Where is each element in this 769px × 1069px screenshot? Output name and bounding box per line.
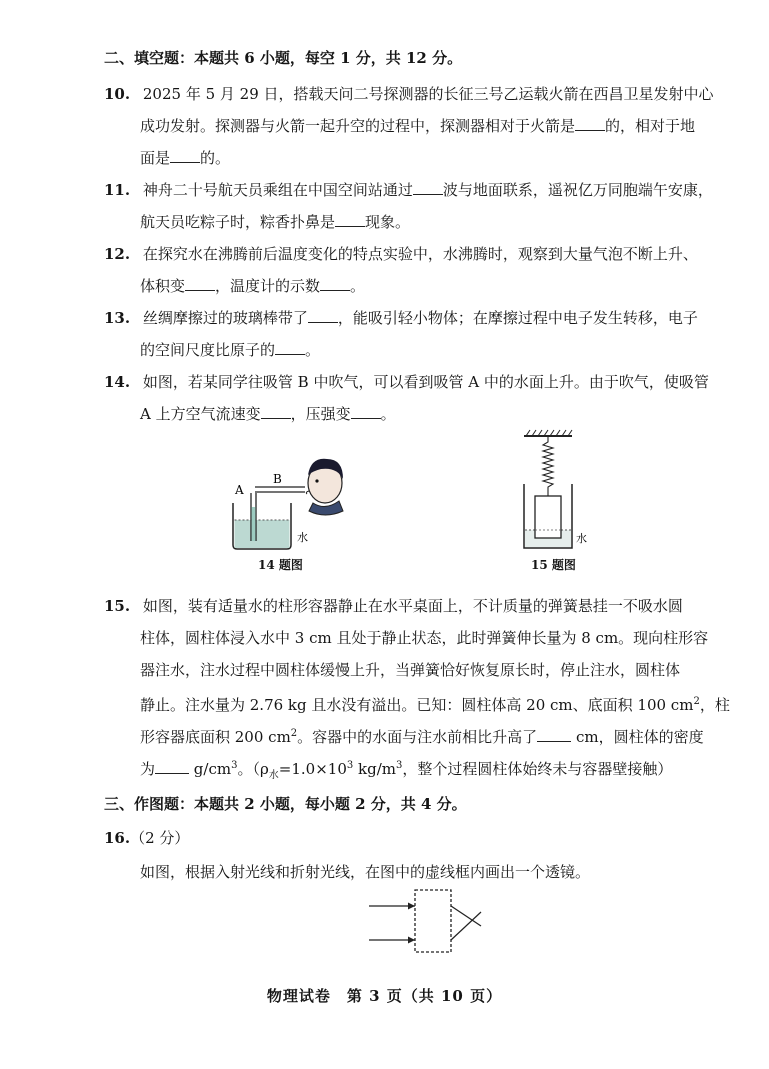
- label-b: B: [273, 472, 282, 486]
- question-15: 15. 如图，装有适量水的柱形容器静止在水平桌面上，不计质量的弹簧悬挂一不吸水圆: [104, 597, 683, 615]
- answer-blank[interactable]: [155, 759, 189, 774]
- section-3-title: 三、作图题：本题共 2 小题，每小题 2 分，共 4 分。: [104, 795, 467, 813]
- question-number: 10.: [104, 85, 131, 103]
- question-13: 13. 丝绸摩擦过的玻璃棒带了 ，能吸引轻小物体；在摩擦过程中电子发生转移，电子: [104, 309, 698, 327]
- question-10: 10. 2025 年 5 月 29 日，搭载天问二号探测器的长征三号乙运载火箭在西昌卫星发射中心: [104, 85, 714, 103]
- question-11: 11. 神舟二十号航天员乘组在中国空间站通过 波与地面联系，遥祝亿万同胞端午安康，: [104, 181, 713, 199]
- answer-blank[interactable]: [413, 180, 443, 195]
- figure-14-caption: 14 题图: [258, 558, 303, 572]
- exam-page: 二、填空题：本题共 6 小题，每空 1 分，共 12 分。 10. 2025 年 5 月 29 日，搭载天问二号探测器的长征三号乙运载火箭在西昌卫星发射中心 成功发射。探测器与火箭一起升空的过程中，探测器相对于火箭是 的，相对于地 面是 的。 11. 神舟二十号航天员乘组在中国空间站通过 波与地面联系，遥祝亿万同胞端午安康， 航天员吃粽子时，粽香扑鼻是 现象。 12. 在探究水在沸腾前后温度变化的特点实验中，水沸腾时，观察到大量气泡不断上升、 体积变 ，温度计的示数 。 13. 丝绸摩擦过的玻璃棒带了 ，能吸引轻小物体；在摩擦过程中电子发生转移，电子 的空间尺度比原子的 。 14. 如图，若某同学往吸管 B 中吹气，可以看到吸管 A 中的水面上升。由于吹气，使吸管 A 上方空气流速变 ，压强变 。 A B 水 14 题图 水 15 题图 15. 如图，装有适量水的柱形容器静止在水平桌面上，不计质量的弹簧悬挂一不吸水圆 柱体，圆柱体浸入水中 3 cm 且处于静止状态，此时弹簧伸长量为 8 cm。现向柱形容 器注水，注水过程中圆柱体缓慢上升，当弹簧恰好恢复原长时，停止注水，圆柱体 静止。注水量为 2.76 kg 且水没有溢出。已知：圆柱体高 20 cm、底面积 100 $cm^2$，柱 形容器底面积 200 $cm^2$。容器中的水面与注水前相比升高了 cm，圆柱体的密度 为 $g/cm^3$。（$\rho_水=1.0\times 10^3$ $kg/m^3$，整个过程圆柱体始终未与容器壁接触） 三、作图题：本题共 2 小题，每小题 2 分，共 4 分。 16.（2 分） 如图，根据入射光线和折射光线，在图中的虚线框内画出一个透镜。 物理试卷 第 3 页（共 10 页）: [0, 0, 769, 1069]
- label-water: 水: [297, 531, 308, 544]
- question-14: 14. 如图，若某同学往吸管 B 中吹气，可以看到吸管 A 中的水面上升。由于吹气，使吸管: [104, 373, 709, 391]
- answer-blank[interactable]: [185, 276, 215, 291]
- answer-blank[interactable]: [275, 340, 305, 355]
- answer-blank[interactable]: [261, 404, 291, 419]
- answer-blank[interactable]: [308, 308, 338, 323]
- page-footer: 物理试卷 第 3 页（共 10 页）: [266, 987, 503, 1005]
- section-2-title: 二、填空题：本题共 6 小题，每空 1 分，共 12 分。: [104, 49, 463, 67]
- answer-blank[interactable]: [170, 148, 200, 163]
- question-16: 16.（2 分）: [104, 829, 190, 847]
- label-a: A: [235, 483, 244, 497]
- figure-15-spring-cylinder: [510, 428, 590, 554]
- answer-blank[interactable]: [537, 727, 571, 742]
- answer-blank[interactable]: [575, 116, 605, 131]
- answer-blank[interactable]: [320, 276, 350, 291]
- answer-blank[interactable]: [351, 404, 381, 419]
- figure-16-lens-box: [365, 886, 485, 960]
- figure-15-caption: 15 题图: [531, 558, 576, 572]
- figure-14-straw-experiment: [225, 445, 365, 553]
- label-water: 水: [576, 532, 587, 545]
- answer-blank[interactable]: [335, 212, 365, 227]
- question-12: 12. 在探究水在沸腾前后温度变化的特点实验中，水沸腾时，观察到大量气泡不断上升、: [104, 245, 698, 263]
